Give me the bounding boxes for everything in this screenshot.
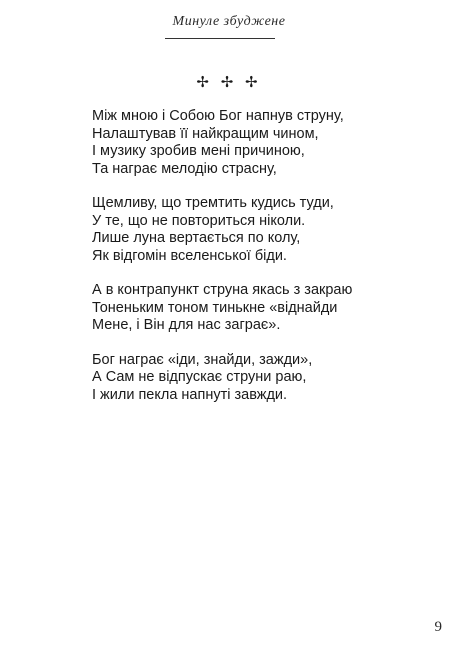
poem-line: Лише луна вертається по колу,	[92, 230, 301, 246]
stanza	[92, 195, 432, 265]
poem-line: Тоненьким тоном тинькне «віднайди	[92, 299, 338, 316]
poem-body	[92, 108, 432, 421]
stanza	[92, 108, 432, 178]
stanza	[92, 352, 432, 405]
poem-line: У те, що не повториться ніколи.	[92, 212, 306, 229]
poem-line: І музику зробив мені причиною,	[92, 143, 305, 159]
poem-line: Налаштував її найкращим чином,	[92, 125, 319, 142]
poem-line: Щемливу, що тремтить кудись туди,	[92, 195, 334, 211]
poem-line: А в контрапункт струна якась з закраю	[92, 282, 353, 298]
section-separator: ✢ ✢ ✢	[196, 75, 262, 91]
poem-line: Бог награє «іди, знайди, зажди»,	[92, 351, 313, 368]
running-header-title: Минуле збуджене	[172, 14, 286, 29]
poem-line: Мене, і Він для нас заграє».	[92, 317, 281, 333]
stanza	[92, 282, 432, 335]
poem-line: І жили пекла напнуті завжди.	[92, 386, 288, 403]
header-underline	[165, 38, 275, 39]
poem-line: Як відгомін вселенської біди.	[92, 247, 287, 264]
page-number: 9	[434, 619, 442, 635]
poem-line: А Сам не відпускає струни раю,	[92, 369, 307, 385]
poem-line: Та награє мелодію страсну,	[92, 160, 277, 177]
poem-line: Між мною і Собою Бог напнув струну,	[92, 108, 344, 124]
